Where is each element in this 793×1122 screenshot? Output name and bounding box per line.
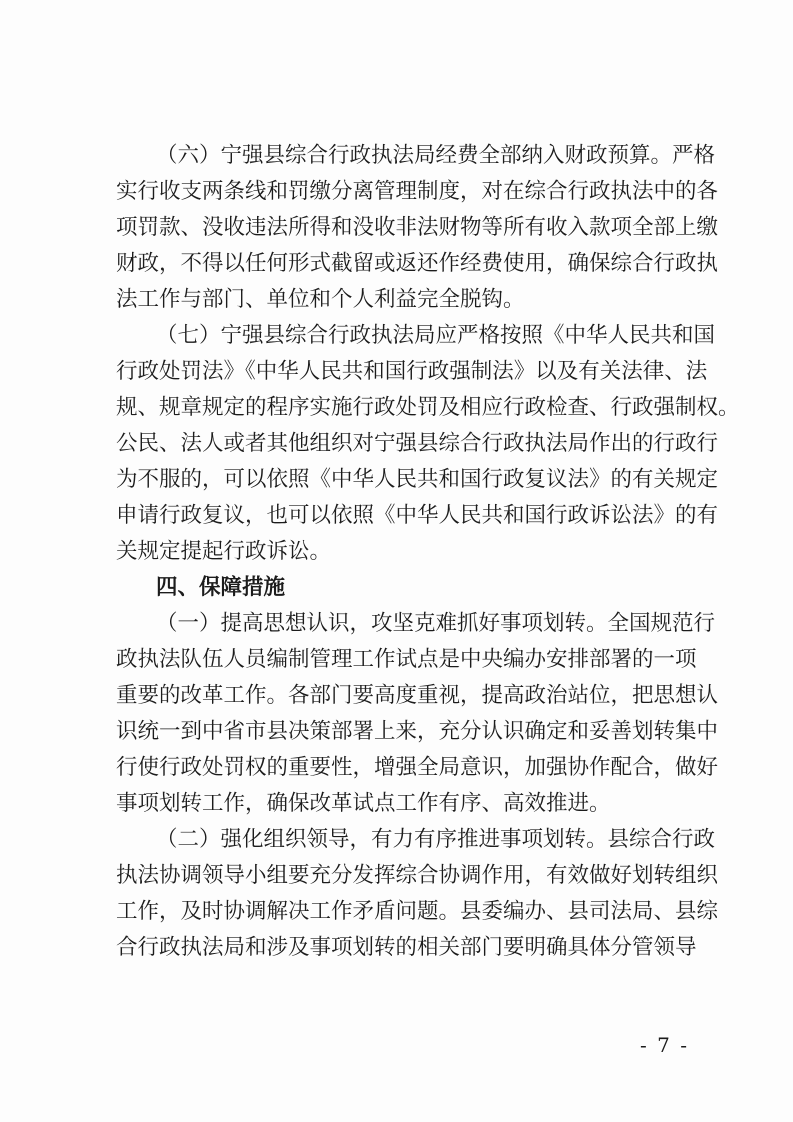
text-line: 财政，不得以任何形式截留或返还作经费使用，确保综合行政执 [116, 251, 719, 276]
page-number: - 7 - [640, 1033, 689, 1057]
text-line: 法工作与部门、单位和个人利益完全脱钩。 [116, 287, 525, 312]
text-line: 行使行政处罚权的重要性，增强全局意识，加强协作配合，做好 [116, 755, 719, 780]
text-line: 重要的改革工作。各部门要高度重视，提高政治站位，把思想认 [116, 683, 719, 708]
text-line: （七）宁强县综合行政执法局应严格按照《中华人民共和国 [156, 323, 716, 348]
text-line: 事项划转工作，确保改革试点工作有序、高效推进。 [116, 791, 611, 816]
text-line: 识统一到中省市县决策部署上来，充分认识确定和妥善划转集中 [116, 719, 719, 744]
text-line: （一）提高思想认识，攻坚克难抓好事项划转。全国规范行 [156, 611, 716, 636]
text-line: 执法协调领导小组要充分发挥综合协调作用，有效做好划转组织 [116, 863, 719, 888]
text-line: 关规定提起行政诉讼。 [116, 539, 332, 564]
text-line: 规、规章规定的程序实施行政处罚及相应行政检查、行政强制权。 [116, 395, 740, 420]
text-line: 合行政执法局和涉及事项划转的相关部门要明确具体分管领导 [116, 935, 697, 960]
text-line: 项罚款、没收违法所得和没收非法财物等所有收入款项全部上缴 [116, 215, 719, 240]
text-line: 公民、法人或者其他组织对宁强县综合行政执法局作出的行政行 [116, 431, 719, 456]
text-line: 工作，及时协调解决工作矛盾问题。县委编办、县司法局、县综 [116, 899, 719, 924]
section-heading: 四、保障措施 [156, 575, 286, 600]
text-line: 为不服的，可以依照《中华人民共和国行政复议法》的有关规定 [116, 467, 719, 492]
text-line: （二）强化组织领导，有力有序推进事项划转。县综合行政 [156, 827, 716, 852]
text-line: 实行收支两条线和罚缴分离管理制度，对在综合行政执法中的各 [116, 179, 719, 204]
text-line: 申请行政复议，也可以依照《中华人民共和国行政诉讼法》的有 [116, 503, 719, 528]
text-line: 政执法队伍人员编制管理工作试点是中央编办安排部署的一项 [116, 647, 697, 672]
text-line: 行政处罚法》《中华人民共和国行政强制法》以及有关法律、法 [116, 359, 708, 384]
text-line: （六）宁强县综合行政执法局经费全部纳入财政预算。严格 [156, 143, 716, 168]
